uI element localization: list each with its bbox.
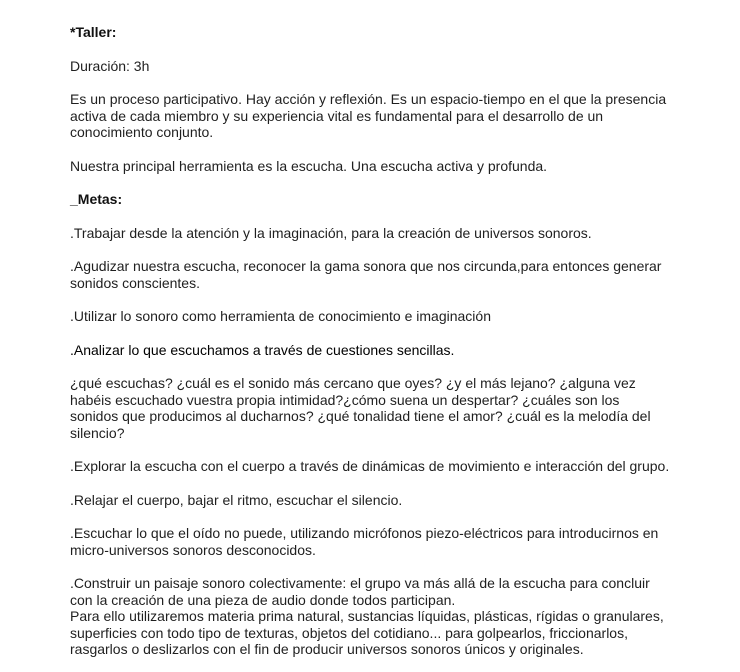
questions-paragraph: ¿qué escuchas? ¿cuál es el sonido más cercano que oyes? ¿y el más lejano? ¿alguna vez habéis escuchado vuestra propia intimidad?¿cómo suena un despertar? ¿cuáles son los sonidos que producimos al ducharnos? ¿qué tonalidad tiene el amor? ¿cuál es la melodía del silencio? bbox=[70, 375, 651, 441]
goal-item: .Analizar lo que escuchamos a través de cuestiones sencillas. bbox=[70, 341, 455, 358]
closing-paragraph: Para ello utilizaremos materia prima natural, sustancias líquidas, plásticas, rígidas o granulares, superficies con todo tipo de texturas, objetos del cotidiano... para golpearlos, friccionarlos, rasgarlos o deslizarlos con el fin de producir universos sonoros únicos y originales. bbox=[70, 608, 664, 657]
document-body bbox=[70, 24, 670, 658]
intro-paragraph: Es un proceso participativo. Hay acción y reflexión. Es un espacio-tiempo en el que la presencia activa de cada miembro y su experiencia vital es fundamental para el desarrollo de un conocimiento conjunto. bbox=[70, 91, 667, 140]
goal-item: .Escuchar lo que el oído no puede, utilizando micrófonos piezo-eléctricos para introducirnos en micro-universos sonoros desconocidos. bbox=[70, 525, 659, 558]
section-heading-taller: *Taller: bbox=[70, 24, 117, 40]
section-heading-metas: _Metas: bbox=[70, 191, 123, 207]
tool-paragraph: Nuestra principal herramienta es la escucha. Una escucha activa y profunda. bbox=[70, 157, 548, 174]
duration-text: Duración: 3h bbox=[70, 57, 150, 74]
goal-item: .Construir un paisaje sonoro colectivamente: el grupo va más allá de la escucha para concluir con la creación de una pieza de audio donde todos participan. bbox=[70, 575, 650, 608]
goal-item: .Explorar la escucha con el cuerpo a través de dinámicas de movimiento e interacción del grupo. bbox=[70, 458, 670, 474]
goal-item: .Utilizar lo sonoro como herramienta de conocimiento e imaginación bbox=[70, 308, 491, 324]
goal-item: .Relajar el cuerpo, bajar el ritmo, escuchar el silencio. bbox=[70, 491, 403, 508]
goal-item: .Agudizar nuestra escucha, reconocer la gama sonora que nos circunda,para entonces generar sonidos conscientes. bbox=[70, 258, 662, 291]
goal-item: .Trabajar desde la atención y la imaginación, para la creación de universos sonoros. bbox=[70, 224, 592, 241]
